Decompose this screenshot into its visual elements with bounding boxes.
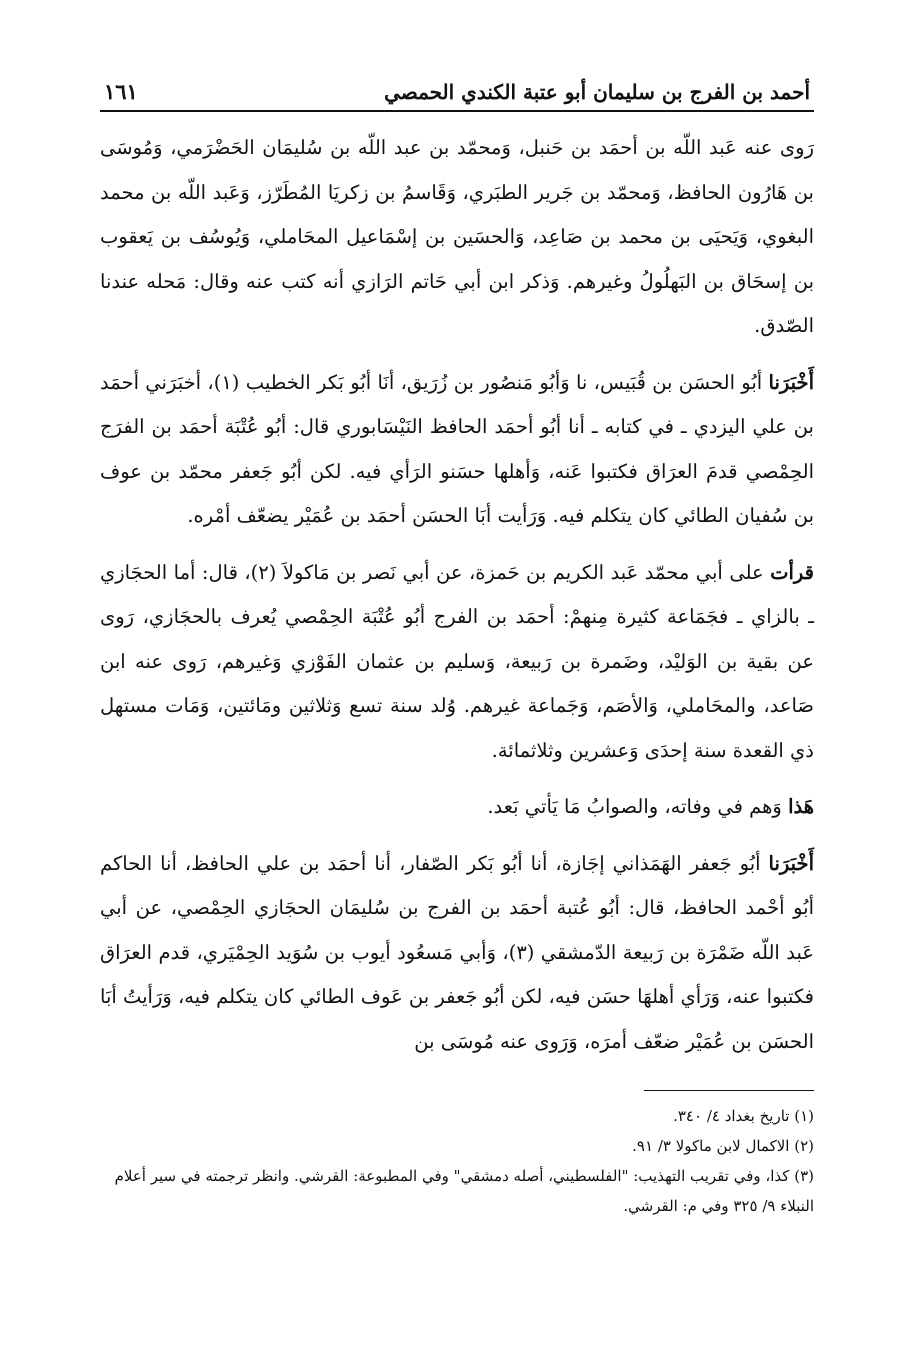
paragraph — [100, 361, 814, 539]
footnote: (٢) الاكمال لابن ماكولا ٣/ ٩١. — [632, 1137, 814, 1155]
body-text — [100, 126, 814, 1064]
paragraph-text: على أبي محمّد عَبد الكريم بن حَمزة، عن أبي نَصر بن مَاكولاَ (٢)، قال: أما الحجَازي ـ بالزاي ـ فجَمَاعة كثيرة مِنهمْ: أحمَد بن الفرج أبُو عُتْبَة الحِمْصي يُعرف بالحجَازي، رَوى عن بقية بن الوَليْد، وضَمرة بن رَبيعة، وَسليم بن عثمان الفَوْزي وَغيرهم، رَوى عنه ابن صَاعد، والمحَاملي، وَالأصَم، وَجَماعة غيرهم. وُلد سنة تسع وَثلاثين ومَائتين، وَمَات مستهل ذي القعدة سنة إحدَى وَعشرين وثلاثمائة. — [100, 560, 814, 762]
footnote-rule — [644, 1090, 814, 1091]
paragraph-text: وَهم في وفاته، والصوابُ مَا يَأتي بَعد. — [487, 795, 782, 818]
running-title: أحمد بن الفرج بن سليمان أبو عتبة الكندي الحمصي — [384, 80, 810, 104]
paragraph-lead: هَذا — [788, 795, 814, 818]
paragraph-lead: قرأت — [770, 560, 814, 584]
paragraph — [100, 126, 814, 349]
footnote: (١) تاريخ بغداد ٤/ ٣٤٠. — [673, 1107, 814, 1125]
paragraph-text: رَوى عنه عَبد اللّه بن أحمَد بن حَنبل، وَمحمّد بن عبد اللّه بن سُليمَان الحَضْرَمي، وَمُوسَى بن هَارُون الحافظ، وَمحمّد بن جَرير الطبَري، وَقَاسمُ بن زكريَا المُطَرّز، وَعَبد اللّه بن محمد البغوي، وَيَحيَى بن محمد بن صَاعِد، وَالحسَين بن إسْمَاعيل المحَاملي، وَيُوسُف بن يَعقوب بن إسحَاق بن البَهلُولُ وغيرهم. وَذكر ابن أبي حَاتم الرَازي أنه كتب عنه وقال: مَحله عندنا الصّدق. — [100, 136, 814, 337]
paragraph-lead: أَخْبَرَنا — [768, 370, 815, 394]
paragraph-text: أبُو جَعفر الهَمَذاني إجَازة، أنا أبُو بَكر الصّفار، أنا أحمَد بن علي الحافظ، أنا الحاكم أبُو أحْمد الحافظ، قال: أبُو عُتبة أحمَد بن الفرج بن سُليمَان الحجَازي الحِمْصي، عن أبي عَبد اللّه ضَمْرَة بن رَبيعة الدّمشقي (٣)، وَأبي مَسعُود أيوب بن سُوَيد الحِمْيَري، قدم العرَاق فكتبوا عنه، وَرَأي أهلهَا حسَن فيه، لكن أبُو جَعفر بن عَوف الطائي كان يتكلم فيه، وَرَأيتُ أبَا الحسَن بن عُمَيْر ضعّف أمرَه، وَرَوى عنه مُوسَى بن — [100, 851, 814, 1053]
header-rule — [100, 110, 814, 112]
paragraph-text: أبُو الحسَن بن قُبَيس، نا وَأبُو مَنصُور بن زُرَيق، أنَا أبُو بَكر الخطيب (١)، أخبَرَني أحمَد بن علي اليزدي ـ في كتابه ـ أنا أبُو أحمَد الحافظ النَيْسَابوري قال: أبُو عُتْبَة أحمَد بن الفرَج الحِمْصي قدمَ العرَاق فكتبوا عَنه، وَأهلها حسَنو الرَأي فيه. لكن أبُو جَعفر محمّد بن عوف بن سُفيان الطائي كان يتكلم فيه. وَرَأيت أبَا الحسَن أحمَد بن عُمَيْر يضعّف أمْره. — [100, 370, 814, 527]
paragraph — [100, 842, 814, 1065]
paragraph-lead: أَخْبَرَنا — [768, 851, 814, 875]
book-page — [100, 62, 814, 1221]
footnote: (٣) كذا، وفي تقريب التهذيب: "الفلسطيني، أصله دمشقي" وفي المطبوعة: القرشي. وانظر ترجمته في سير أعلام النبلاء ٩/ ٣٢٥ وفي م: القرشي. — [114, 1167, 814, 1215]
footnotes — [100, 1101, 814, 1221]
paragraph — [100, 551, 814, 774]
paragraph — [100, 785, 814, 830]
page-header — [100, 62, 814, 110]
page-number: ١٦١ — [104, 79, 138, 104]
